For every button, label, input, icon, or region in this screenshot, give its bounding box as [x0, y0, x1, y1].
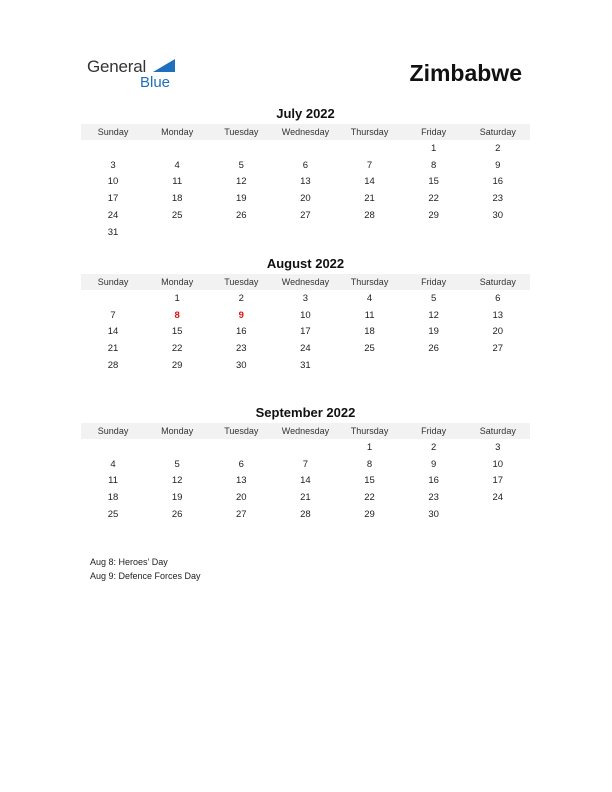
- holiday-note: Aug 9: Defence Forces Day: [90, 571, 201, 581]
- day-cell: 29: [364, 509, 375, 521]
- weekday-label: Tuesday: [224, 127, 259, 137]
- weekday-label: Sunday: [97, 277, 129, 287]
- holiday-notes: [90, 555, 201, 583]
- month-title: September 2022: [255, 405, 356, 420]
- day-cell: 25: [364, 343, 375, 355]
- month-title: August 2022: [266, 256, 345, 271]
- weekday-label: Friday: [421, 277, 447, 287]
- day-cell: 30: [236, 360, 247, 372]
- weekday-label: Sunday: [97, 426, 129, 436]
- day-cell: 25: [107, 509, 119, 521]
- week-row: [81, 357, 530, 374]
- day-cell: 1: [174, 292, 180, 304]
- day-cell: 3: [495, 441, 501, 453]
- day-cell: 26: [171, 509, 183, 521]
- weekday-label: Monday: [161, 127, 194, 137]
- week-row: [81, 324, 530, 341]
- day-cell: 27: [492, 343, 504, 355]
- day-cell: 15: [171, 326, 183, 338]
- day-cell: 11: [108, 475, 118, 487]
- day-cell: 19: [428, 326, 439, 338]
- day-cell: 3: [302, 292, 309, 304]
- week-row: [81, 456, 530, 473]
- weekday-label: Tuesday: [224, 277, 259, 287]
- day-cell: 2: [495, 142, 501, 154]
- weekday-label: Wednesday: [281, 277, 330, 287]
- day-cell: 20: [300, 193, 311, 205]
- day-cell: 21: [300, 492, 311, 504]
- day-cell: 29: [428, 210, 439, 222]
- day-cell: 2: [431, 441, 437, 453]
- day-cell: 28: [107, 360, 119, 372]
- country-title: Zimbabwe: [409, 60, 522, 86]
- week-row: [81, 190, 530, 207]
- logo-general-text: General: [87, 57, 147, 76]
- day-cell: 28: [364, 210, 375, 222]
- weekday-header-row: [81, 274, 530, 290]
- day-cell: 30: [428, 509, 439, 521]
- logo-triangle-icon: [153, 59, 175, 72]
- day-cell: 22: [364, 492, 375, 504]
- day-cell: 6: [238, 458, 244, 470]
- logo-blue-text: Blue: [140, 74, 171, 91]
- day-cell: 10: [492, 458, 504, 470]
- weekday-label: Monday: [161, 426, 194, 436]
- day-cell: 1: [431, 142, 437, 154]
- day-cell: 18: [171, 193, 183, 205]
- weekday-header-row: [81, 423, 530, 439]
- day-cell: 7: [302, 458, 309, 470]
- day-cell: 25: [171, 210, 183, 222]
- month-calendar-july: [81, 105, 530, 241]
- day-cell: 12: [236, 176, 247, 188]
- day-cell: 9: [495, 159, 501, 171]
- day-cell: 7: [366, 159, 373, 171]
- day-cell: 18: [107, 492, 119, 504]
- day-cell: 2: [238, 292, 244, 304]
- weekday-label: Saturday: [479, 426, 516, 436]
- day-cell: 13: [300, 176, 311, 188]
- day-cell: 7: [110, 309, 116, 321]
- weekday-label: Tuesday: [224, 426, 259, 436]
- day-cell: 4: [110, 458, 116, 470]
- day-cell: 9: [431, 458, 437, 470]
- day-cell: 22: [428, 193, 439, 205]
- week-row: [81, 140, 530, 157]
- day-cell: 21: [107, 343, 119, 355]
- weekday-label: Monday: [161, 277, 194, 287]
- day-cell: 23: [236, 343, 247, 355]
- weekday-label: Sunday: [97, 127, 129, 137]
- day-cell: 16: [492, 176, 504, 188]
- day-cell: 29: [171, 360, 183, 372]
- day-cell: 14: [300, 475, 311, 487]
- day-cell: 16: [428, 475, 439, 487]
- day-cell: 11: [172, 176, 183, 188]
- day-cell: 26: [428, 343, 439, 355]
- day-cell: 12: [171, 475, 183, 487]
- weekday-label: Thursday: [350, 127, 389, 137]
- weekday-label: Friday: [421, 426, 447, 436]
- day-cell: 20: [236, 492, 247, 504]
- day-cell: 12: [428, 309, 439, 321]
- day-cell: 17: [300, 326, 311, 338]
- month-calendar-september: [81, 404, 530, 523]
- day-cell: 17: [107, 193, 119, 205]
- weekday-header-row: [81, 124, 530, 140]
- day-cell: 10: [300, 309, 311, 321]
- week-row: [81, 157, 530, 174]
- day-cell: 15: [364, 475, 375, 487]
- day-cell: 11: [364, 309, 375, 321]
- day-cell: 8: [174, 309, 180, 321]
- day-cell: 31: [300, 360, 311, 372]
- day-cell: 19: [171, 492, 183, 504]
- week-row: [81, 506, 530, 523]
- day-cell: 22: [171, 343, 183, 355]
- day-cell: 18: [364, 326, 375, 338]
- day-cell: 14: [107, 326, 119, 338]
- day-cell: 20: [492, 326, 504, 338]
- month-title: July 2022: [276, 106, 335, 121]
- day-cell: 8: [431, 159, 437, 171]
- weekday-label: Thursday: [350, 426, 389, 436]
- weekday-label: Thursday: [350, 277, 389, 287]
- day-cell: 24: [300, 343, 311, 355]
- day-cell: 27: [300, 210, 311, 222]
- day-cell: 16: [236, 326, 247, 338]
- day-cell: 13: [492, 309, 504, 321]
- day-cell: 6: [302, 159, 309, 171]
- day-cell: 15: [428, 176, 439, 188]
- day-cell: 9: [238, 309, 244, 321]
- day-cell: 1: [366, 441, 373, 453]
- day-cell: 19: [236, 193, 247, 205]
- day-cell: 3: [110, 159, 116, 171]
- day-cell: 24: [107, 210, 119, 222]
- day-cell: 5: [174, 458, 180, 470]
- weekday-label: Saturday: [479, 127, 516, 137]
- day-cell: 23: [492, 193, 504, 205]
- day-cell: 4: [174, 159, 180, 171]
- day-cell: 14: [364, 176, 375, 188]
- holiday-note: Aug 8: Heroes’ Day: [90, 557, 168, 567]
- day-cell: 10: [107, 176, 119, 188]
- week-row: [81, 473, 530, 490]
- day-cell: 8: [366, 458, 373, 470]
- day-cell: 5: [238, 159, 244, 171]
- week-row: [81, 224, 530, 241]
- day-cell: 17: [492, 475, 504, 487]
- week-row: [81, 307, 530, 324]
- day-cell: 4: [366, 292, 373, 304]
- day-cell: 21: [364, 193, 375, 205]
- day-cell: 31: [107, 226, 119, 238]
- week-row: [81, 290, 530, 307]
- day-cell: 23: [428, 492, 439, 504]
- week-row: [81, 340, 530, 357]
- day-cell: 6: [495, 292, 501, 304]
- week-row: [81, 439, 530, 456]
- weekday-label: Wednesday: [281, 426, 330, 436]
- month-calendar-august: [81, 255, 530, 374]
- day-cell: 26: [236, 210, 247, 222]
- day-cell: 24: [492, 492, 504, 504]
- day-cell: 13: [236, 475, 247, 487]
- weekday-label: Wednesday: [281, 127, 330, 137]
- day-cell: 28: [300, 509, 311, 521]
- week-row: [81, 489, 530, 506]
- brand-logo: [87, 55, 187, 91]
- day-cell: 30: [492, 210, 504, 222]
- weekday-label: Saturday: [479, 277, 516, 287]
- week-row: [81, 174, 530, 191]
- day-cell: 27: [236, 509, 247, 521]
- weekday-label: Friday: [421, 127, 447, 137]
- week-row: [81, 207, 530, 224]
- day-cell: 5: [431, 292, 437, 304]
